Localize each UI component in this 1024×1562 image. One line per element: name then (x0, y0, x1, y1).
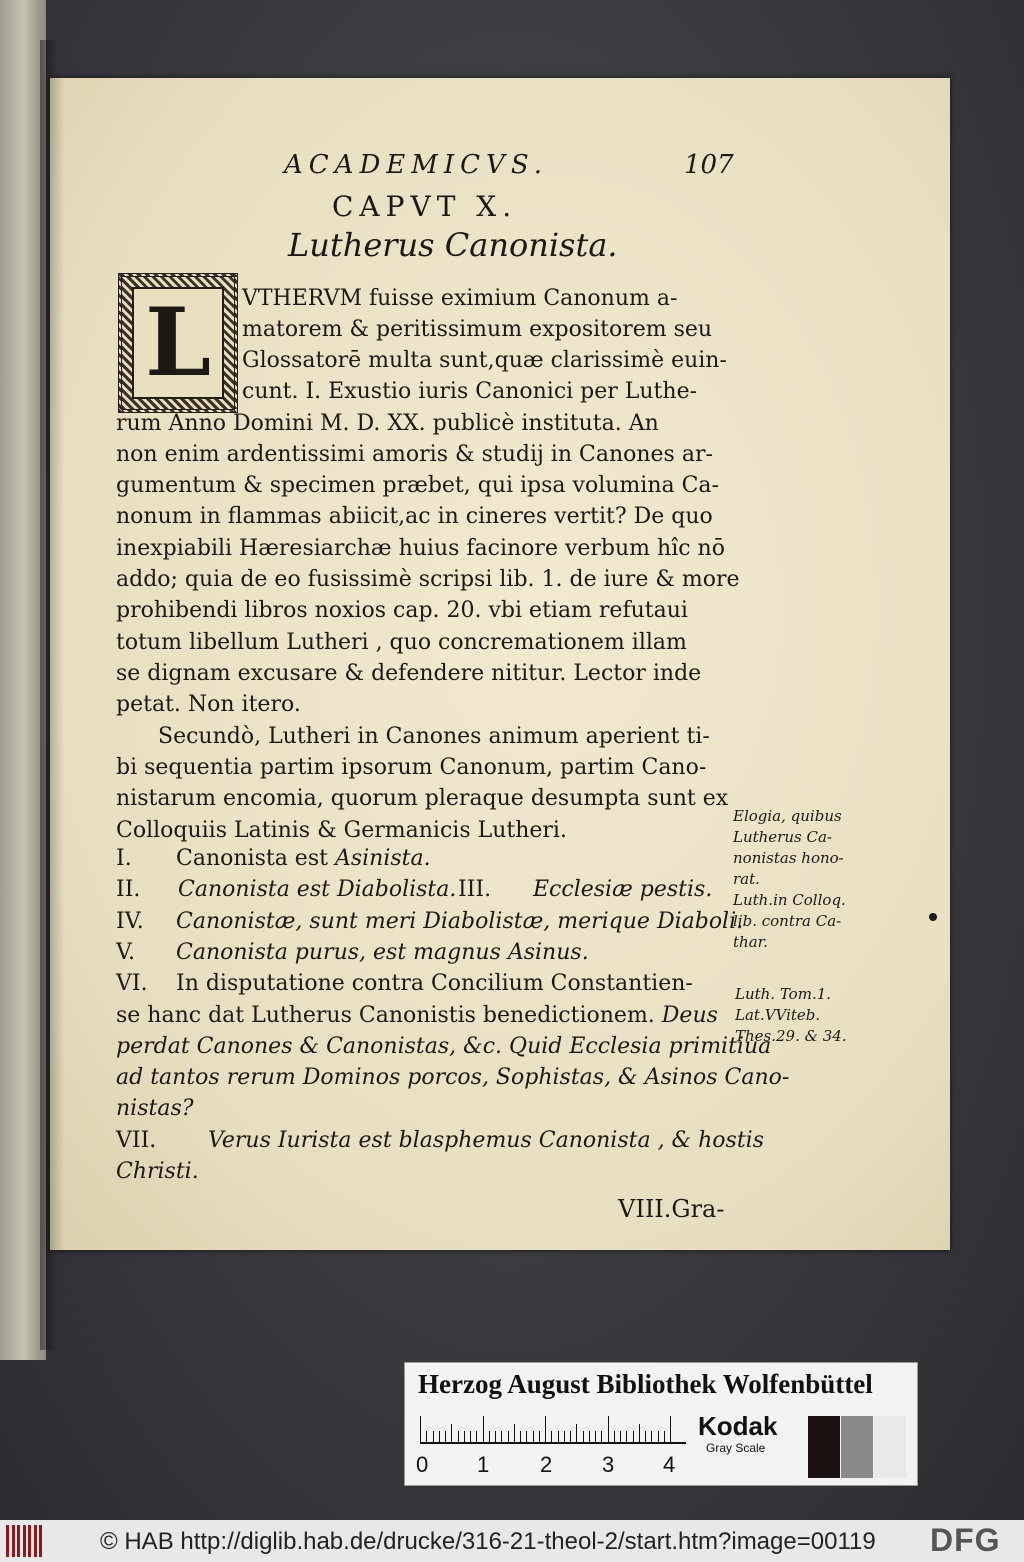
ruler-tick (433, 1431, 434, 1442)
ruler-tick (489, 1431, 490, 1442)
list-number: I. (116, 846, 132, 871)
text-line: nonum in flammas abiicit,ac in cineres vertit? De quo (116, 504, 713, 529)
list-text-italic: Asinista. (334, 846, 431, 871)
note-line: thar. (733, 933, 768, 951)
ruler-tick (458, 1431, 459, 1442)
kodak-logo: Kodak (698, 1411, 778, 1441)
marginal-note-elogia (733, 806, 846, 953)
text-line: matorem & peritissimum expositorem seu (242, 317, 713, 342)
ruler-tick (514, 1424, 515, 1442)
ruler-tick (626, 1431, 627, 1442)
logo-bar (39, 1525, 42, 1557)
list-number: VII. (116, 1128, 157, 1153)
list-text: perdat Canones & Canonistas, &c. Quid Ecclesia primitiua (116, 1034, 772, 1059)
note-line: Luth. Tom.1. (735, 985, 832, 1003)
ruler-tick (526, 1431, 527, 1442)
list-number: IV. (116, 909, 144, 934)
ruler-tick (483, 1416, 484, 1442)
initial-letter: L (144, 288, 212, 398)
text-line: VTHERVM fuisse eximium Canonum a- (242, 286, 678, 311)
text-line: Colloquiis Latinis & Germanicis Lutheri. (116, 818, 567, 843)
initial-panel (132, 287, 224, 399)
list-text: ad tantos rerum Dominos porcos, Sophistas, & Asinos Cano- (116, 1065, 790, 1090)
ruler-tick (420, 1416, 421, 1442)
ruler-tick (658, 1431, 659, 1442)
library-name: Herzog August Bibliothek Wolfenbüttel (418, 1369, 873, 1399)
ruler-tick (564, 1431, 565, 1442)
gray-patch-white (874, 1416, 906, 1478)
list-text: nistas? (116, 1096, 194, 1121)
scale-ruler (420, 1416, 686, 1444)
text-line: prohibendi libros noxios cap. 20. vbi etiam refutaui (116, 598, 688, 623)
ruler-tick (639, 1424, 640, 1442)
page-number: 107 (684, 150, 734, 180)
list-number: V. (116, 940, 136, 965)
list-text-roman: Canonista est (176, 846, 335, 871)
text-line: rum Anno Domini M. D. XX. publicè instituta. An (116, 411, 659, 436)
list-text: Ecclesiæ pestis. (533, 877, 713, 902)
ruler-tick (451, 1424, 452, 1442)
text-line: cunt. I. Exustio iuris Canonici per Luthe- (242, 379, 698, 404)
decorated-initial (118, 273, 238, 413)
ruler-tick (633, 1431, 634, 1442)
note-line: rat. (733, 870, 760, 888)
ruler-tick (576, 1424, 577, 1442)
gray-scale-label: Gray Scale (706, 1441, 766, 1455)
ruler-tick (520, 1431, 521, 1442)
text-line: Glossatorē multa sunt,quæ clarissimè euin- (242, 348, 727, 373)
ruler-tick (595, 1431, 596, 1442)
note-line: Elogia, quibus (733, 807, 842, 825)
ruler-tick (439, 1431, 440, 1442)
ruler-tick (608, 1416, 609, 1442)
text-line: gumentum & specimen præbet, qui ipsa volumina Ca- (116, 473, 719, 498)
text-line: nistarum encomia, quorum pleraque desumpta sunt ex (116, 786, 729, 811)
logo-bar (28, 1525, 31, 1557)
ruler-tick (495, 1431, 496, 1442)
text-line: non enim ardentissimi amoris & studij in Canones ar- (116, 442, 713, 467)
running-head: ACADEMICVS. (284, 150, 548, 180)
page-fold-shadow (50, 78, 64, 1250)
ruler-tick (476, 1431, 477, 1442)
ruler-tick (664, 1431, 665, 1442)
scale-number: 0 (416, 1452, 429, 1477)
ruler-tick (445, 1431, 446, 1442)
note-line: Lat.VViteb. (735, 1006, 821, 1024)
note-line: Luth.in Colloq. (733, 891, 846, 909)
ruler-tick (539, 1431, 540, 1442)
logo-bar (34, 1525, 37, 1557)
list-number: III. (458, 877, 492, 902)
ruler-tick (614, 1431, 615, 1442)
ruler-tick (470, 1431, 471, 1442)
marginal-note-luth-tom (735, 984, 847, 1047)
catchword: VIII.Gra- (618, 1195, 725, 1223)
ruler-tick (620, 1431, 621, 1442)
ruler-tick (583, 1431, 584, 1442)
logo-bar (17, 1525, 20, 1557)
scale-number: 2 (540, 1452, 553, 1477)
text-line: bi sequentia partim ipsorum Canonum, partim Cano- (116, 755, 707, 780)
note-line: Lutherus Ca- (733, 828, 832, 846)
hab-logo-icon (6, 1525, 46, 1557)
chapter-subtitle: Lutherus Canonista. (288, 226, 618, 264)
ruler-tick (551, 1431, 552, 1442)
scale-number: 1 (477, 1452, 490, 1477)
ruler-tick (501, 1431, 502, 1442)
list-text: Christi. (116, 1159, 199, 1184)
ruler-tick (558, 1431, 559, 1442)
ruler-tick (589, 1431, 590, 1442)
text-line: Secundò, Lutheri in Canones animum aperient ti- (158, 724, 710, 749)
scale-number: 4 (663, 1452, 676, 1477)
ruler-tick (570, 1431, 571, 1442)
source-url[interactable]: © HAB http://diglib.hab.de/drucke/316-21-theol-2/start.htm?image=00119 (100, 1528, 876, 1555)
list-text: Canonista purus, est magnus Asinus. (176, 940, 589, 965)
text-line: addo; quia de eo fusissimè scripsi lib. 1. de iure & more (116, 567, 740, 592)
ruler-tick (601, 1431, 602, 1442)
list-text: Verus Iurista est blasphemus Canonista , & hostis (208, 1128, 765, 1153)
logo-bar (23, 1525, 26, 1557)
ruler-tick (645, 1431, 646, 1442)
list-text: In disputatione contra Concilium Constantien- (176, 971, 693, 996)
ruler-tick (533, 1431, 534, 1442)
list-text: Canonista est Diabolista. (178, 877, 457, 902)
ruler-tick (670, 1416, 671, 1442)
list-number: VI. (116, 971, 148, 996)
ruler-tick (508, 1431, 509, 1442)
note-line: lib. contra Ca- (733, 912, 842, 930)
list-number: II. (116, 877, 141, 902)
ruler-tick (426, 1431, 427, 1442)
ruler-tick (545, 1416, 546, 1442)
list-text-italic: Deus (661, 1003, 718, 1028)
scale-number: 3 (602, 1452, 615, 1477)
logo-bar (12, 1525, 15, 1557)
logo-bar (6, 1525, 9, 1557)
gray-patch-mid (841, 1416, 873, 1478)
list-text: Canonistæ, sunt meri Diabolistæ, merique Diaboli. (176, 909, 744, 934)
ruler-tick (464, 1431, 465, 1442)
ruler-tick (651, 1431, 652, 1442)
paper-blemish (929, 913, 937, 921)
note-line: Thes.29. & 34. (735, 1027, 847, 1045)
text-line: se dignam excusare & defendere nititur. Lector inde (116, 661, 702, 686)
note-line: nonistas hono- (733, 849, 844, 867)
gray-patch-black (808, 1416, 840, 1478)
text-line: petat. Non itero. (116, 692, 301, 717)
list-text (116, 1003, 718, 1028)
dfg-logo: DFG (930, 1522, 1001, 1558)
text-line: inexpiabili Hæresiarchæ huius facinore verbum hîc nō (116, 536, 725, 561)
chapter-heading: CAPVT X. (332, 190, 518, 223)
text-line: totum libellum Lutheri , quo concremationem illam (116, 630, 687, 655)
list-text-roman: se hanc dat Lutherus Canonistis benedictionem. (116, 1003, 655, 1028)
list-text (176, 846, 431, 871)
